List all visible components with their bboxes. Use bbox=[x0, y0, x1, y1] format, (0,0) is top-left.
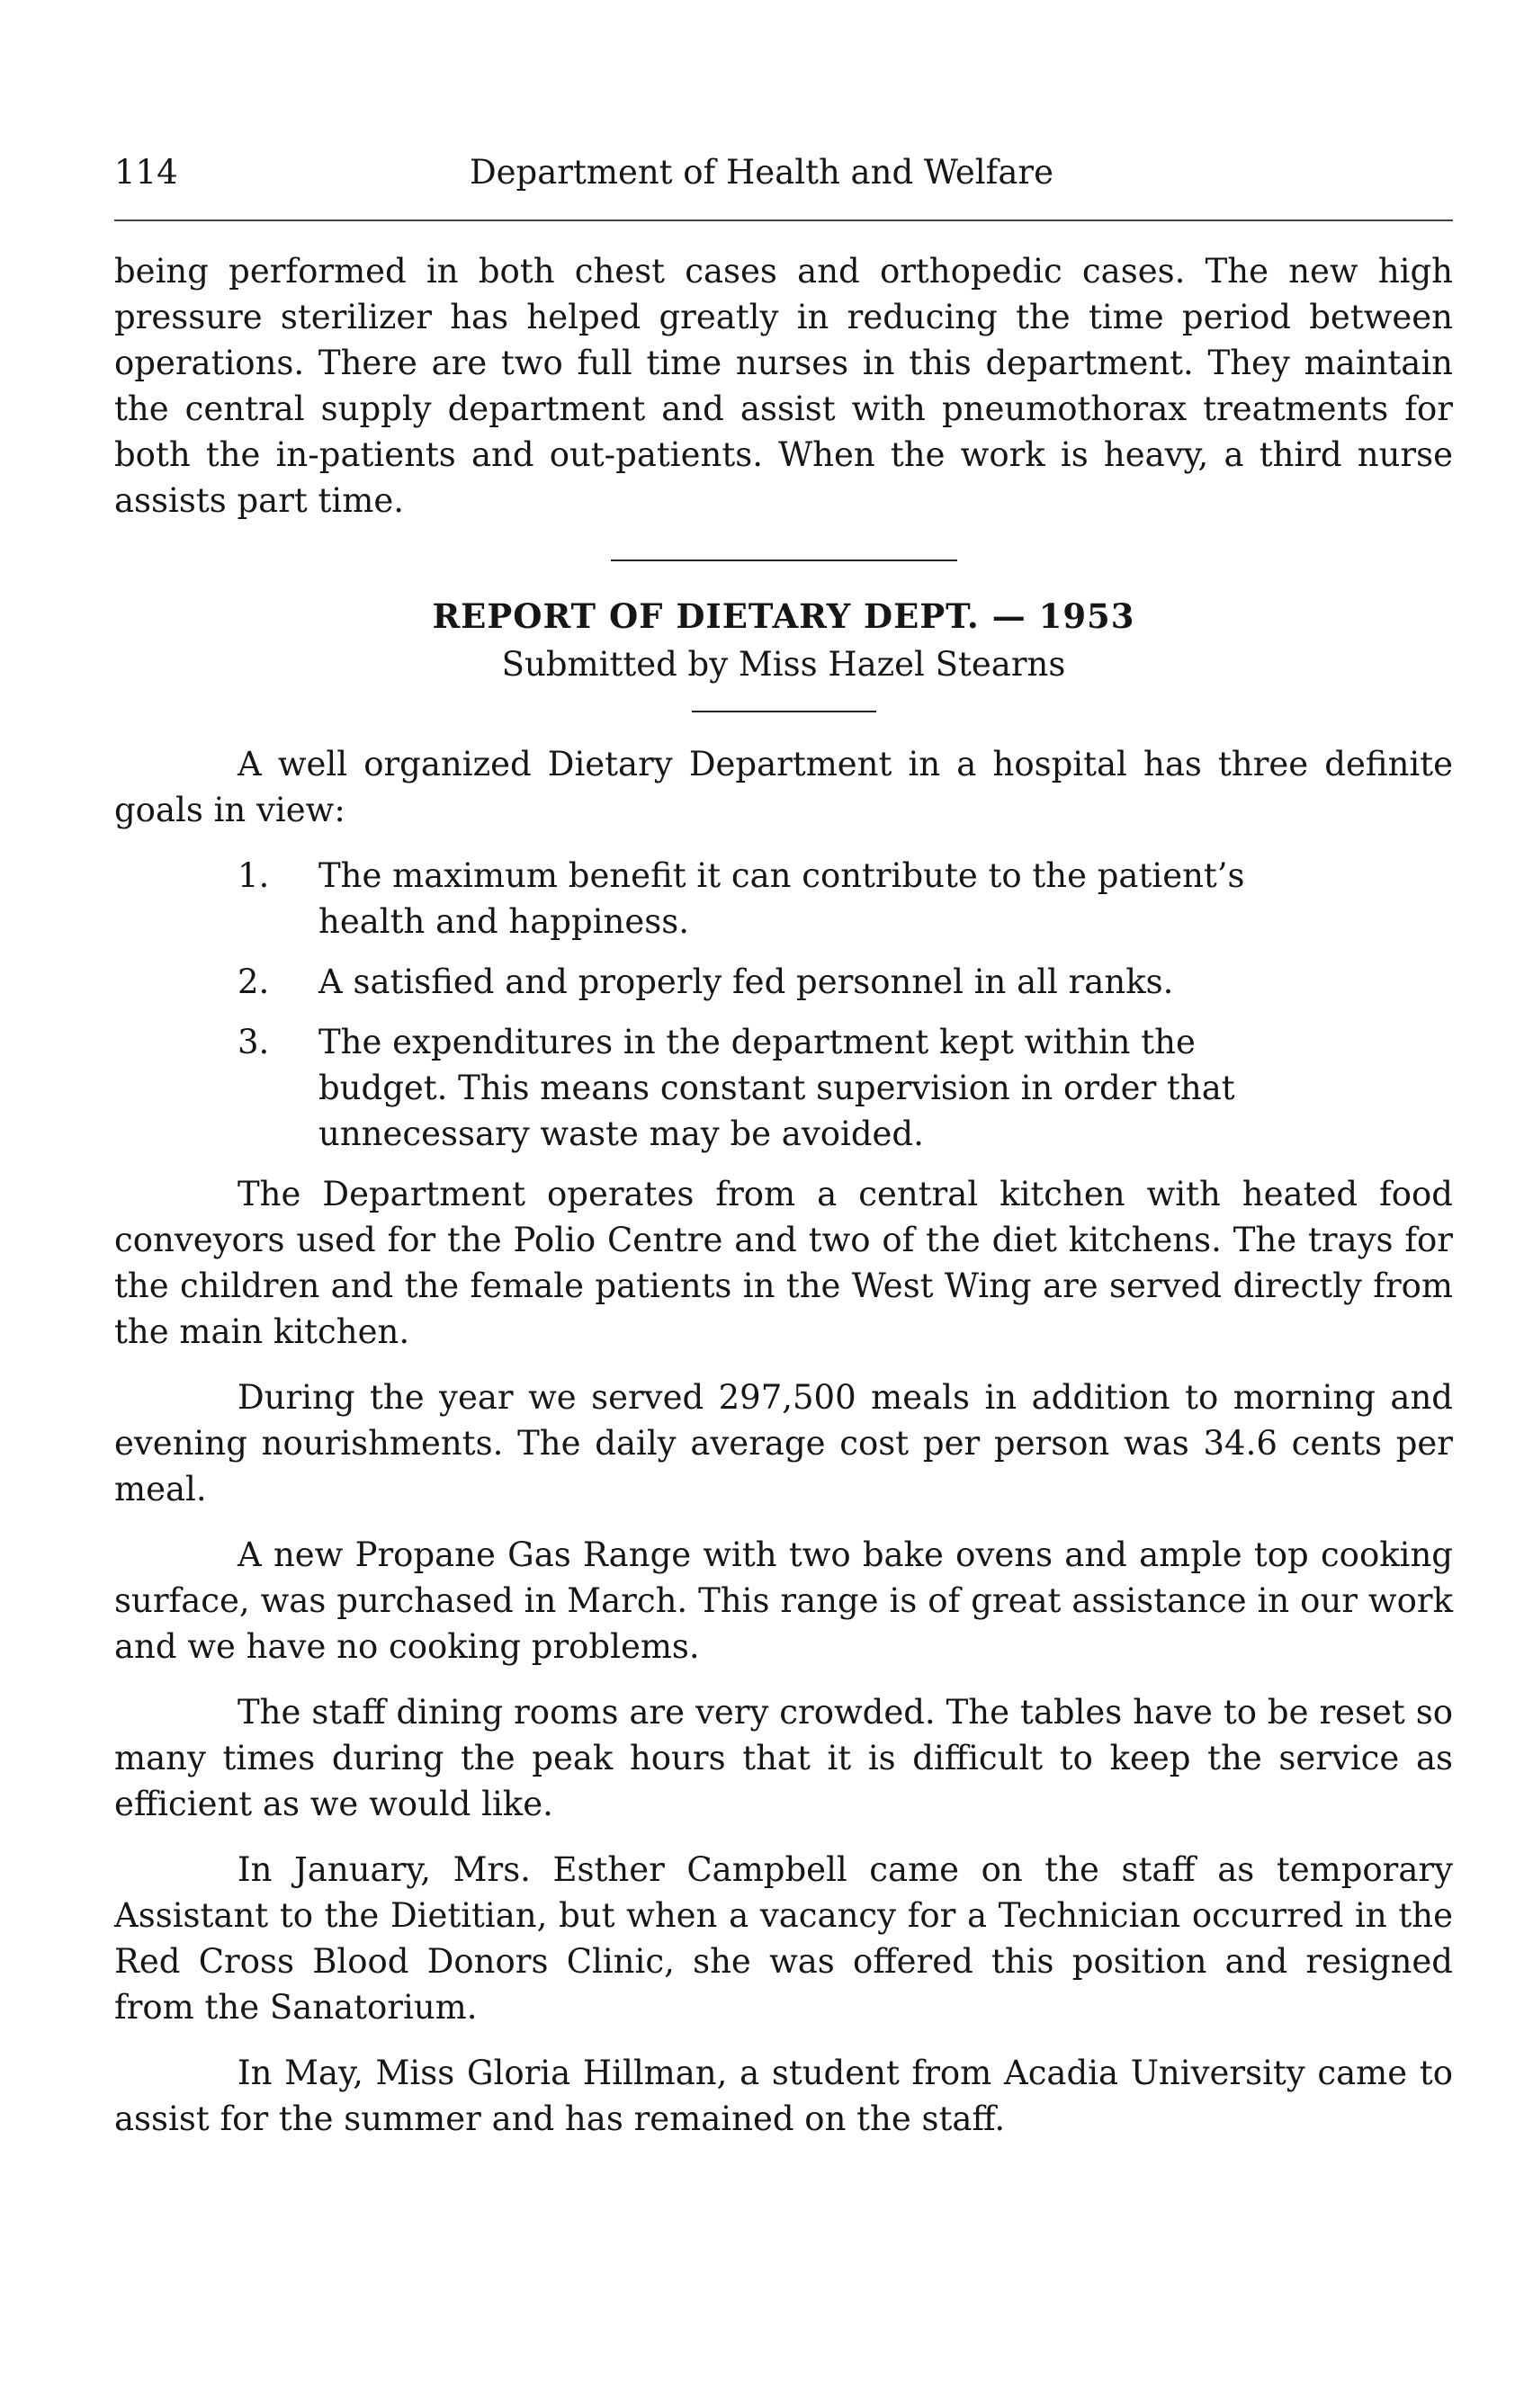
intro-paragraph: being performed in both chest cases and orthopedic cases. The new high pressure sterilizer has helped greatly in reducing the time period between operations. There are two full time nurses in this department. They maintain the central supply department and assist with pneumothorax treatments for both the in-patients and out-patients. When the work is heavy, a third nurse assists part time. bbox=[114, 252, 1453, 520]
body-paragraph: The staff dining rooms are very crowded. The tables have to be reset so many times during the peak hours that it is difficult to keep the service as efficient as we would like. bbox=[114, 1693, 1453, 1823]
body-paragraph: In May, Miss Gloria Hillman, a student from Acadia University came to assist for the summer and has remained on the staff. bbox=[114, 2054, 1453, 2138]
list-item-number: 2. bbox=[238, 962, 270, 1001]
section-title: REPORT OF DIETARY DEPT. — 1953 bbox=[432, 596, 1135, 636]
document-page bbox=[114, 153, 1453, 2142]
body-paragraph: A new Propane Gas Range with two bake ovens and ample top cooking surface, was purchased in March. This range is of great assistance in our work and we have no cooking problems. bbox=[114, 1535, 1453, 1666]
section-byline: Submitted by Miss Hazel Stearns bbox=[501, 645, 1066, 684]
list-item bbox=[114, 959, 1453, 1005]
list-item-text: A satisfied and properly fed personnel in all ranks. bbox=[318, 962, 1174, 1001]
section-divider-top bbox=[611, 559, 957, 561]
list-item bbox=[114, 853, 1453, 944]
body-paragraph: The Department operates from a central kitchen with heated food conveyors used for the Polio Centre and two of the diet kitchens. The trays for the children and the female patients in the West Wing are served directly from the main kitchen. bbox=[114, 1175, 1453, 1351]
list-item-number: 1. bbox=[238, 856, 270, 895]
running-title: Department of Health and Welfare bbox=[470, 153, 1053, 192]
header-divider bbox=[114, 219, 1453, 221]
section-divider-bottom bbox=[692, 711, 876, 712]
page-number: 114 bbox=[114, 153, 178, 192]
page-header bbox=[114, 153, 1453, 200]
goals-list bbox=[114, 853, 1453, 1157]
list-item-number: 3. bbox=[238, 1023, 270, 1061]
body-paragraph: During the year we served 297,500 meals in addition to morning and evening nourishments. The daily average cost per person was 34.6 cents per meal. bbox=[114, 1378, 1453, 1508]
list-item-text: The expenditures in the department kept within the budget. This means constant supervision in order that unnecessary waste may be avoided. bbox=[318, 1023, 1235, 1153]
body-paragraph: In January, Mrs. Esther Campbell came on the staff as temporary Assistant to the Dietitian, but when a vacancy for a Technician occurred in the Red Cross Blood Donors Clinic, she was offered this position and resigned from the Sanatorium. bbox=[114, 1850, 1453, 2027]
list-item-text: The maximum benefit it can contribute to the patient’s health and happiness. bbox=[318, 856, 1245, 941]
goals-intro-paragraph: A well organized Dietary Department in a hospital has three definite goals in view: bbox=[114, 745, 1453, 829]
list-item bbox=[114, 1019, 1453, 1157]
